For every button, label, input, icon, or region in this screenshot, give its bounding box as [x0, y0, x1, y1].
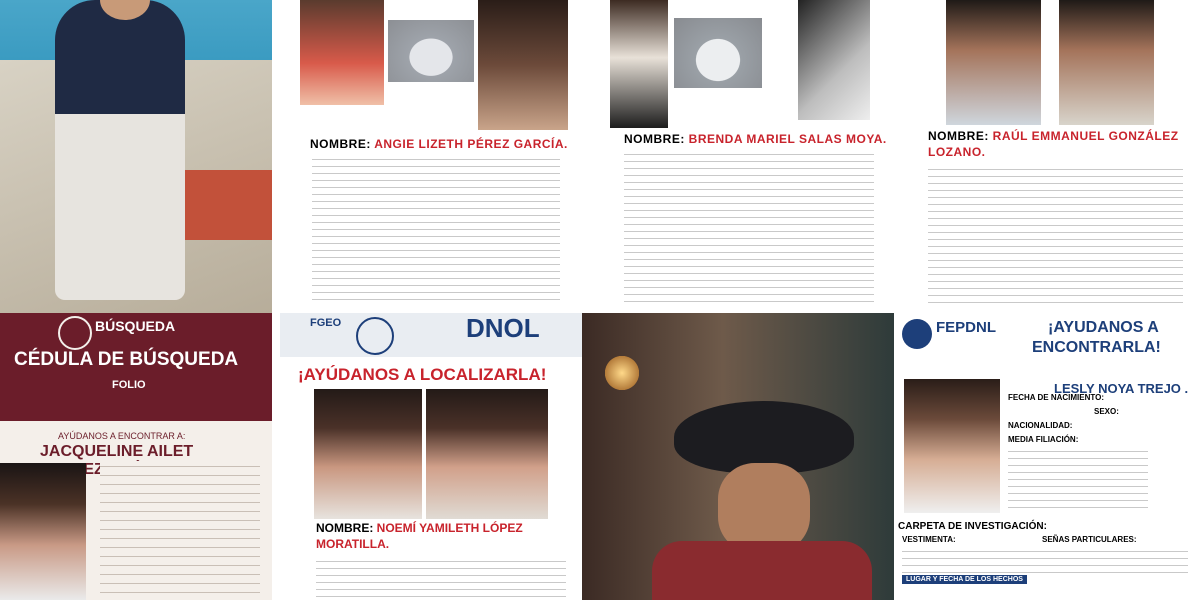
brenda-name: NOMBRE: BRENDA MARIEL SALAS MOYA.	[624, 132, 887, 146]
poster-raul	[906, 0, 1200, 313]
lesly-case-label: CARPETA DE INVESTIGACIÓN:	[898, 521, 1047, 532]
man-figure	[55, 0, 185, 300]
lesly-place-label: LUGAR Y FECHA DE LOS HECHOS	[902, 575, 1027, 584]
poster-noemi	[280, 313, 582, 600]
jacqueline-name-2: MEZA	[70, 461, 115, 478]
noemi-photo-2	[426, 389, 548, 519]
poster-lesly	[894, 313, 1200, 600]
photo-man-on-boat	[0, 0, 272, 313]
brenda-details	[624, 150, 874, 305]
noemi-photo-1	[314, 389, 422, 519]
lesly-slogan-2: ENCONTRARLA!	[1032, 339, 1161, 356]
noemi-agency-2: DNOL	[466, 313, 540, 343]
brenda-car-photo	[674, 18, 762, 88]
poster-angie	[272, 0, 590, 313]
raul-details	[928, 165, 1183, 305]
jacqueline-help: AYÚDANOS A ENCONTRAR A:	[58, 431, 186, 441]
jacqueline-details	[100, 461, 260, 595]
jacqueline-header: BÚSQUEDA	[95, 318, 176, 334]
lesly-label-nationality: NACIONALIDAD:	[1008, 421, 1073, 430]
angie-photo-2	[478, 0, 568, 130]
noemi-agency-1: FGEO	[310, 317, 342, 329]
photo-man-cowboy-hat	[582, 313, 894, 600]
angie-details	[312, 155, 560, 305]
lesly-photo	[904, 379, 1000, 513]
angie-name: NOMBRE: ANGIE LIZETH PÉREZ GARCÍA.	[310, 137, 568, 151]
brenda-photo-2	[798, 0, 870, 120]
lesly-label-sex: SEXO:	[1094, 407, 1119, 416]
wall-lamp	[602, 353, 642, 393]
lesly-case-details	[902, 547, 1188, 575]
angie-car-photo	[388, 20, 474, 82]
lesly-label-dob: FECHA DE NACIMIENTO:	[1008, 393, 1104, 402]
lesly-slogan-1: ¡AYUDANOS A	[1048, 319, 1159, 336]
jacqueline-name-1: JACQUELINE AILET	[40, 443, 194, 460]
noemi-name: NOMBRE: NOEMÍ YAMILETH LÓPEZ MORATILLA.	[316, 521, 523, 551]
cowboy-vest	[652, 541, 872, 600]
jacqueline-photo	[0, 463, 86, 600]
angie-photo-1	[300, 0, 384, 105]
brenda-photo-1	[610, 0, 668, 128]
lesly-signs-label: SEÑAS PARTICULARES:	[1042, 535, 1137, 544]
jacqueline-title: CÉDULA DE BÚSQUEDA	[14, 349, 239, 370]
poster-jacqueline	[0, 313, 272, 600]
noemi-details	[316, 557, 566, 597]
lesly-seal-icon	[902, 319, 932, 349]
lesly-vest-label: VESTIMENTA:	[902, 535, 956, 544]
noemi-seal-icon	[356, 317, 394, 355]
lesly-label-description: MEDIA FILIACIÓN:	[1008, 435, 1079, 444]
noemi-slogan: ¡AYÚDANOS A LOCALIZARLA!	[298, 365, 547, 384]
jacqueline-folio-label: FOLIO	[112, 379, 146, 391]
lesly-name: LESLY NOYA TREJO .	[1054, 381, 1189, 396]
raul-photo-2	[1059, 0, 1154, 125]
raul-photo-1	[946, 0, 1041, 125]
cowboy-face	[718, 463, 810, 553]
seal-icon	[58, 316, 92, 350]
poster-brenda	[590, 0, 906, 313]
lesly-agency: FEPDNL	[936, 319, 996, 336]
lesly-description-details	[1008, 447, 1148, 513]
raul-name: NOMBRE: RAÚL EMMANUEL GONZÁLEZ LOZANO.	[928, 129, 1179, 159]
